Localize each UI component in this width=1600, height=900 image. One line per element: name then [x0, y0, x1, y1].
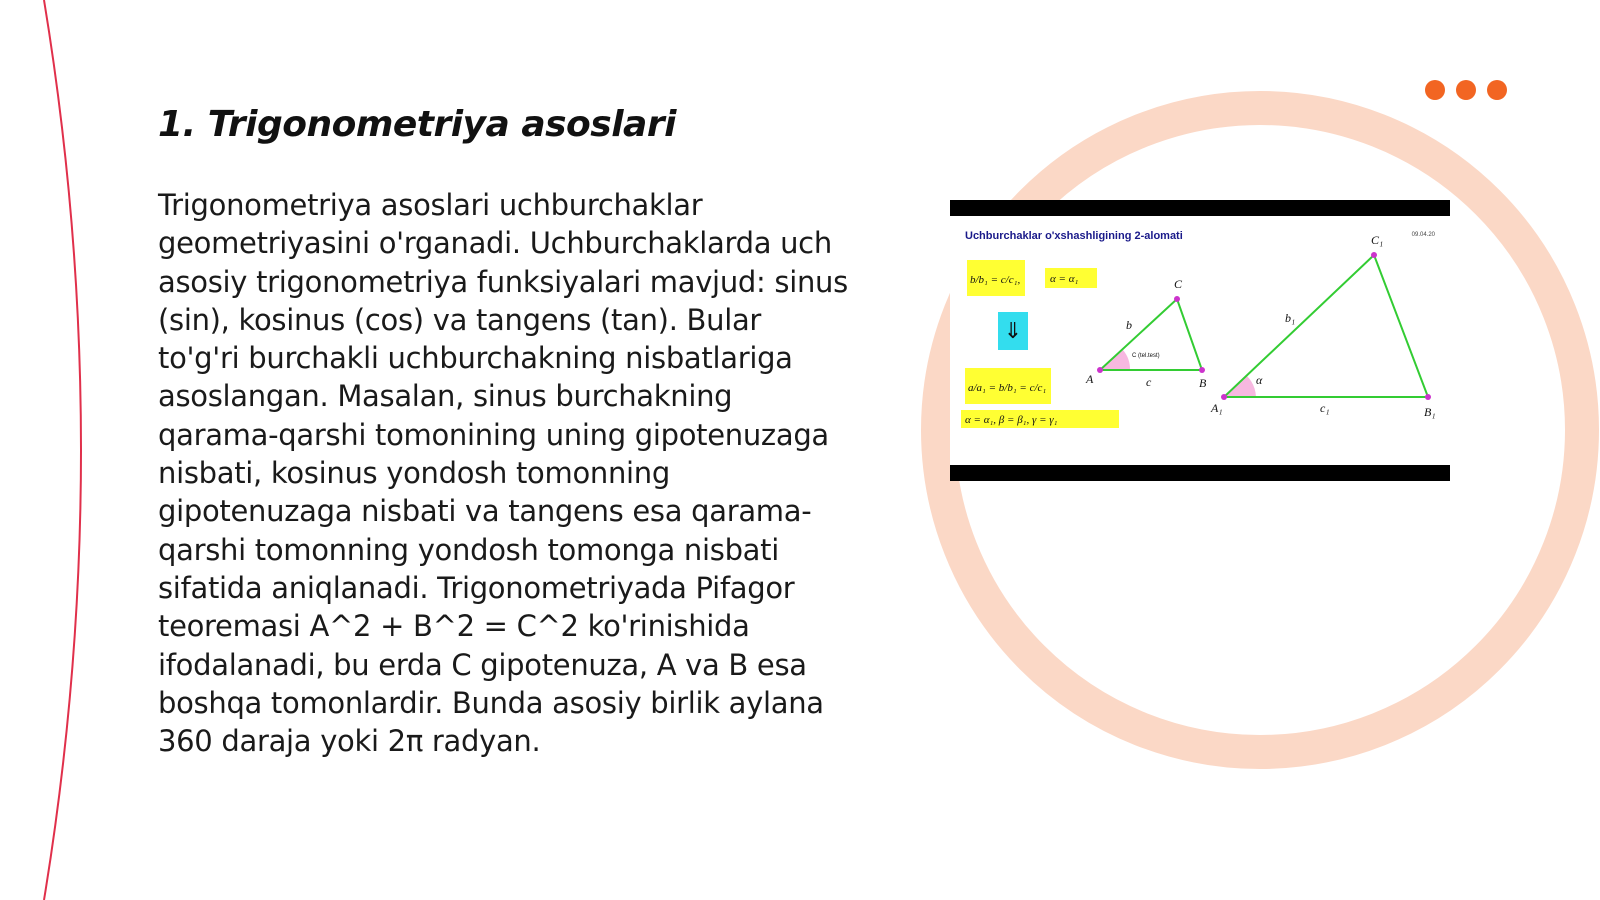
- accent-dot: [1487, 80, 1507, 100]
- large-vertex-a: [1221, 394, 1227, 400]
- small-label-b: B: [1199, 376, 1207, 390]
- figure-title: Uchburchaklar o'xshashligining 2-alomati: [965, 230, 1183, 242]
- small-vertex-b: [1199, 367, 1205, 373]
- down-arrow-icon: ⇓: [1003, 319, 1023, 344]
- large-side-c: c₁: [1320, 401, 1330, 415]
- accent-dot: [1456, 80, 1476, 100]
- ratio-formula: b/b₁ = c/c₁,: [970, 274, 1021, 286]
- small-vertex-a: [1097, 367, 1103, 373]
- triangle-diagram: [950, 216, 1450, 465]
- small-angle-note: C (tel.test): [1132, 353, 1160, 359]
- slide-title: 1. Trigonometriya asoslari: [158, 104, 676, 145]
- small-label-c: C: [1174, 277, 1183, 291]
- figure-bottom-bar: [950, 465, 1450, 481]
- large-angle-alpha: α: [1256, 373, 1263, 387]
- large-label-a: A₁: [1211, 401, 1223, 415]
- large-vertex-c: [1371, 252, 1377, 258]
- angle-formula: α = α₁: [1050, 273, 1079, 285]
- full-ratio-formula: a/a₁ = b/b₁ = c/c₁: [968, 382, 1047, 394]
- small-side-b: b: [1126, 318, 1132, 332]
- small-side-c: c: [1146, 375, 1152, 389]
- small-label-a: A: [1086, 372, 1094, 386]
- large-vertex-b: [1425, 394, 1431, 400]
- large-label-c: C₁: [1371, 233, 1384, 247]
- similarity-figure: [950, 200, 1450, 481]
- large-label-b: B₁: [1424, 405, 1436, 419]
- large-side-b: b₁: [1285, 311, 1296, 325]
- figure-top-bar: [950, 200, 1450, 216]
- small-vertex-c: [1174, 296, 1180, 302]
- slide-body-text: Trigonometriya asoslari uchburchaklar geometriyasini o'rganadi. Uchburchaklarda uch asosiy trigonometriya funksiyalari mavjud: sinus (sin), kosinus (cos) va tangens (tan). Bular to'g'ri burchakli uchburchakning nisbatlariga asoslangan. Masalan, sinus burchakning qarama-qarshi tomonining uning gipotenuzaga nisbati, kosinus yondosh tomonning gipotenuzaga nisbati va tangens esa qarama-qarshi tomonning yondosh tomonga nisbati sifatida aniqlanadi. Trigonometriyada Pifagor teoremasi A^2 + B^2 = C^2 ko'rinishida ifodalanadi, bu erda C gipotenuza, A va B esa boshqa tomonlardir. Bunda asosiy birlik aylana 360 daraja yoki 2π radyan.: [158, 188, 848, 759]
- left-red-curve: [44, 0, 81, 900]
- large-triangle: [1224, 255, 1428, 397]
- large-triangle-angle-arc: [1224, 376, 1256, 397]
- figure-date: 09.04.20: [1411, 232, 1435, 238]
- accent-dot: [1425, 80, 1445, 100]
- accent-dots: [1425, 80, 1507, 100]
- angles-formula: α = α₁, β = β₁, γ = γ₁: [965, 414, 1058, 426]
